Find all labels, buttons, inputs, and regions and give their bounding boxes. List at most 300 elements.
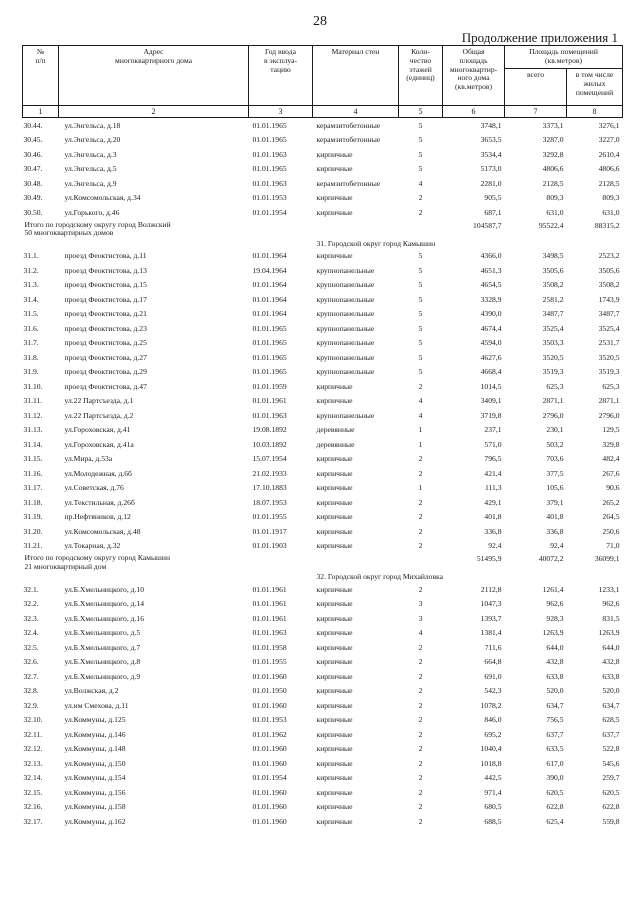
row-total-area: 846,0	[484, 715, 502, 725]
row-address: проезд Феоктистова, д.13	[64, 265, 147, 275]
row-premises-total: 3292,8	[542, 149, 564, 159]
table-row	[23, 669, 623, 684]
row-premises-total: 503,2	[546, 439, 564, 449]
row-premises-total: 756,5	[546, 715, 564, 725]
table-row	[23, 118, 623, 133]
row-address: ул.Энгельса, д.3	[64, 149, 117, 159]
total-row	[23, 553, 623, 571]
row-address: ул.Коммуны, д.150	[64, 758, 126, 768]
row-premises-residential: 2871,1	[598, 396, 620, 406]
table-row	[23, 147, 623, 162]
row-address: ул.Б.Хмельницкого, д.10	[64, 584, 144, 594]
row-material: керамзитобетонные	[316, 178, 381, 188]
row-number: 31.15.	[23, 454, 43, 464]
row-material: кирпичные	[316, 657, 353, 667]
row-premises-total: 230,1	[546, 425, 564, 435]
row-material: крупнопанельные	[316, 352, 375, 362]
table-row	[23, 582, 623, 597]
row-premises-residential: 3505,6	[598, 265, 620, 275]
row-number: 30.50.	[23, 207, 43, 217]
row-address: ул.Энгельса, д.9	[64, 178, 117, 188]
row-year: 01.01.1960	[252, 744, 287, 754]
row-number: 31.4.	[23, 294, 39, 304]
row-address: ул.Текстильная, д.26б	[64, 497, 135, 507]
row-premises-total: 1263,9	[542, 628, 564, 638]
row-total-area: 905,5	[484, 193, 502, 203]
row-premises-residential: 2523,2	[598, 251, 620, 261]
table-row	[23, 727, 623, 742]
table-row	[23, 365, 623, 380]
row-floors: 5	[418, 135, 423, 145]
row-address: ул.Гороховская, д.41а	[64, 439, 134, 449]
table-row	[23, 191, 623, 206]
table-row	[23, 800, 623, 815]
row-premises-total: 633,8	[546, 671, 564, 681]
row-number: 30.49.	[23, 193, 43, 203]
row-premises-total: 928,3	[546, 613, 564, 623]
row-premises-total: 631,0	[546, 207, 564, 217]
row-number: 30.48.	[23, 178, 43, 188]
table-row	[23, 524, 623, 539]
row-year: 01.01.1965	[252, 135, 287, 145]
row-year: 19.04.1964	[252, 265, 287, 275]
row-floors: 2	[418, 744, 423, 754]
row-premises-total: 622,8	[546, 802, 564, 812]
row-material: кирпичные	[316, 396, 353, 406]
row-total-area: 4654,5	[480, 280, 502, 290]
row-number: 31.14.	[23, 439, 43, 449]
total-value: 36099,1	[594, 554, 620, 563]
row-total-area: 442,5	[484, 773, 502, 783]
row-material: кирпичные	[316, 729, 353, 739]
row-floors: 2	[418, 816, 423, 826]
row-premises-residential: 625,3	[602, 381, 620, 391]
row-premises-total: 3287,0	[542, 135, 564, 145]
row-number: 31.7.	[23, 338, 39, 348]
row-total-area: 421,4	[484, 468, 502, 478]
row-floors: 2	[418, 729, 423, 739]
row-year: 19.08.1892	[252, 425, 287, 435]
row-floors: 2	[418, 468, 423, 478]
row-material: кирпичные	[316, 787, 353, 797]
row-material: кирпичные	[316, 526, 353, 536]
row-address: проезд Феоктистова, д.47	[64, 381, 147, 391]
row-material: кирпичные	[316, 715, 353, 725]
table-row	[23, 278, 623, 293]
row-material: крупнопанельные	[316, 410, 375, 420]
row-premises-residential: 482,4	[602, 454, 620, 464]
row-material: керамзитобетонные	[316, 120, 381, 130]
row-premises-total: 3373,1	[542, 120, 564, 130]
row-number: 32.6.	[23, 657, 39, 667]
row-total-area: 401,8	[484, 512, 502, 522]
row-material: кирпичные	[316, 628, 353, 638]
table-row	[23, 162, 623, 177]
row-floors: 2	[418, 686, 423, 696]
row-year: 01.01.1903	[252, 541, 287, 551]
table-row	[23, 611, 623, 626]
row-material: кирпичные	[316, 686, 353, 696]
row-number: 31.19.	[23, 512, 43, 522]
row-number: 32.8.	[23, 686, 39, 696]
row-year: 01.01.1960	[252, 700, 287, 710]
row-floors: 2	[418, 642, 423, 652]
row-address: проезд Феоктистова, д.15	[64, 280, 147, 290]
row-premises-residential: 634,7	[602, 700, 620, 710]
row-material: крупнопанельные	[316, 323, 375, 333]
row-address: ул.Коммуны, д.154	[64, 773, 126, 783]
row-total-area: 3534,4	[480, 149, 502, 159]
row-address: ул.22 Партсъезда, д.1	[64, 396, 134, 406]
row-premises-residential: 520,0	[602, 686, 620, 696]
row-floors: 2	[418, 512, 423, 522]
row-premises-residential: 559,8	[602, 816, 620, 826]
row-material: кирпичные	[316, 497, 353, 507]
row-total-area: 1018,8	[480, 758, 502, 768]
row-material: кирпичные	[316, 613, 353, 623]
table-row	[23, 814, 623, 829]
section-title: 31. Городской округ город Камышин	[316, 238, 436, 248]
row-premises-total: 617,0	[546, 758, 564, 768]
row-number: 31.8.	[23, 352, 39, 362]
table-row	[23, 336, 623, 351]
row-number: 32.1.	[23, 584, 39, 594]
row-material: кирпичные	[316, 207, 353, 217]
row-material: кирпичные	[316, 512, 353, 522]
row-floors: 4	[418, 410, 423, 420]
row-premises-total: 377,5	[546, 468, 564, 478]
row-premises-residential: 3487,7	[598, 309, 620, 319]
table-row	[23, 698, 623, 713]
row-premises-residential: 4806,6	[598, 164, 620, 174]
header-address: Адрес многоквартирного дома	[59, 46, 249, 106]
row-premises-total: 520,0	[546, 686, 564, 696]
row-premises-total: 401,8	[546, 512, 564, 522]
row-address: ул.Молодежная, д.6б	[64, 468, 132, 478]
row-floors: 5	[418, 120, 423, 130]
row-number: 32.4.	[23, 628, 39, 638]
row-year: 01.01.1963	[252, 149, 287, 159]
row-premises-total: 3508,2	[542, 280, 564, 290]
row-premises-residential: 1233,1	[598, 584, 620, 594]
row-premises-total: 390,0	[546, 773, 564, 783]
row-floors: 2	[418, 497, 423, 507]
section-spacer	[23, 571, 313, 582]
row-floors: 2	[418, 454, 423, 464]
table-row	[23, 771, 623, 786]
row-total-area: 571,0	[484, 439, 502, 449]
row-year: 01.01.1960	[252, 816, 287, 826]
row-total-area: 2112,8	[480, 584, 502, 594]
row-number: 31.16.	[23, 468, 43, 478]
row-material: кирпичные	[316, 454, 353, 464]
row-floors: 5	[418, 338, 423, 348]
row-year: 01.01.1965	[252, 352, 287, 362]
row-address: ул.Волжская, д.2	[64, 686, 119, 696]
row-premises-total: 105,6	[546, 483, 564, 493]
row-premises-total: 637,7	[546, 729, 564, 739]
row-premises-residential: 1263,9	[598, 628, 620, 638]
table-row	[23, 437, 623, 452]
table-row	[23, 640, 623, 655]
row-premises-total: 3503,3	[542, 338, 564, 348]
row-number: 31.20.	[23, 526, 43, 536]
row-year: 21.02.1933	[252, 468, 287, 478]
row-address: ул.Энгельса, д.20	[64, 135, 121, 145]
row-premises-total: 1261,4	[542, 584, 564, 594]
row-premises-total: 620,5	[546, 787, 564, 797]
row-total-area: 691,0	[484, 671, 502, 681]
row-material: кирпичные	[316, 149, 353, 159]
row-material: кирпичные	[316, 671, 353, 681]
row-number: 32.16.	[23, 802, 43, 812]
row-floors: 3	[418, 613, 423, 623]
row-number: 31.21.	[23, 541, 43, 551]
row-premises-residential: 1743,9	[598, 294, 620, 304]
row-address: ул.Гороховская, д.41	[64, 425, 131, 435]
row-material: крупнопанельные	[316, 367, 375, 377]
row-address: ул.Б.Хмельницкого, д.5	[64, 628, 141, 638]
table-row	[23, 495, 623, 510]
row-number: 31.12.	[23, 410, 43, 420]
row-number: 31.3.	[23, 280, 39, 290]
row-material: деревянные	[316, 425, 355, 435]
row-premises-residential: 264,5	[602, 512, 620, 522]
row-number: 32.12.	[23, 744, 43, 754]
row-address: проезд Феоктистова, д.29	[64, 367, 147, 377]
row-material: керамзитобетонные	[316, 135, 381, 145]
row-total-area: 1040,4	[480, 744, 502, 754]
row-premises-residential: 2128,5	[598, 178, 620, 188]
column-number: 8	[567, 106, 623, 118]
row-premises-total: 3487,7	[542, 309, 564, 319]
row-premises-total: 432,8	[546, 657, 564, 667]
row-number: 31.6.	[23, 323, 39, 333]
row-total-area: 429,1	[484, 497, 502, 507]
row-premises-total: 92,4	[550, 541, 564, 551]
row-material: кирпичные	[316, 251, 353, 261]
header-total-area: Общая площадь многоквартир- ного дома (кв.метров)	[443, 46, 505, 106]
row-premises-residential: 2796,0	[598, 410, 620, 420]
table-row	[23, 321, 623, 336]
row-floors: 4	[418, 178, 423, 188]
table-row	[23, 394, 623, 409]
row-address: ул.Энгельса, д.5	[64, 164, 117, 174]
row-premises-residential: 3525,4	[598, 323, 620, 333]
table-row	[23, 263, 623, 278]
row-number: 32.9.	[23, 700, 39, 710]
row-number: 30.45.	[23, 135, 43, 145]
row-material: кирпичные	[316, 802, 353, 812]
row-premises-total: 2871,1	[542, 396, 564, 406]
total-value: 88315,2	[594, 220, 620, 230]
row-number: 32.13.	[23, 758, 43, 768]
row-number: 32.2.	[23, 599, 39, 609]
row-material: кирпичные	[316, 816, 353, 826]
table-row	[23, 756, 623, 771]
row-premises-total: 633,5	[546, 744, 564, 754]
row-total-area: 1381,4	[480, 628, 502, 638]
row-number: 31.11.	[23, 396, 43, 406]
row-premises-total: 644,0	[546, 642, 564, 652]
row-year: 01.01.1960	[252, 802, 287, 812]
column-number: 1	[23, 106, 59, 118]
row-total-area: 3328,9	[480, 294, 502, 304]
row-year: 01.01.1955	[252, 512, 287, 522]
row-premises-total: 2581,2	[542, 294, 564, 304]
row-premises-residential: 3227,0	[598, 135, 620, 145]
table-row	[23, 785, 623, 800]
row-year: 01.01.1961	[252, 584, 287, 594]
row-total-area: 237,1	[484, 425, 502, 435]
row-material: кирпичные	[316, 599, 353, 609]
table-header	[23, 46, 623, 118]
row-floors: 5	[418, 294, 423, 304]
row-total-area: 3653,5	[480, 135, 502, 145]
total-value: 95522,4	[538, 220, 564, 230]
row-premises-residential: 633,8	[602, 671, 620, 681]
row-total-area: 4390,0	[480, 309, 502, 319]
row-premises-residential: 3520,5	[598, 352, 620, 362]
row-floors: 2	[418, 758, 423, 768]
row-material: кирпичные	[316, 381, 353, 391]
row-year: 15.07.1954	[252, 454, 287, 464]
row-number: 32.7.	[23, 671, 39, 681]
row-address: пр.Нефтяников, д.12	[64, 512, 131, 522]
header-wall-material: Материал стен	[313, 46, 399, 106]
row-premises-total: 2796,0	[542, 410, 564, 420]
row-year: 01.01.1965	[252, 323, 287, 333]
row-total-area: 4366,0	[480, 251, 502, 261]
row-premises-total: 3520,5	[542, 352, 564, 362]
row-premises-residential: 71,0	[606, 541, 620, 551]
row-floors: 5	[418, 280, 423, 290]
row-premises-residential: 809,3	[602, 193, 620, 203]
header-premises-residential: в том числе жилых помещений	[567, 69, 623, 106]
row-material: крупнопанельные	[316, 265, 375, 275]
total-label: Итого по городскому округу город Волжский 50 многоквартирных домов	[24, 219, 171, 237]
row-material: кирпичные	[316, 773, 353, 783]
row-material: кирпичные	[316, 700, 353, 710]
row-year: 18.07.1953	[252, 497, 287, 507]
row-year: 01.01.1953	[252, 715, 287, 725]
row-floors: 2	[418, 657, 423, 667]
table-row	[23, 379, 623, 394]
row-year: 01.01.1964	[252, 251, 287, 261]
row-material: крупнопанельные	[316, 294, 375, 304]
row-year: 01.01.1962	[252, 729, 287, 739]
row-total-area: 336,8	[484, 526, 502, 536]
row-year: 01.01.1964	[252, 280, 287, 290]
row-floors: 1	[418, 483, 423, 493]
row-year: 01.01.1961	[252, 599, 287, 609]
row-floors: 2	[418, 773, 423, 783]
row-premises-residential: 267,6	[602, 468, 620, 478]
row-total-area: 1078,2	[480, 700, 502, 710]
row-material: крупнопанельные	[316, 309, 375, 319]
row-address: проезд Феоктистова, д.25	[64, 338, 147, 348]
table-row	[23, 205, 623, 220]
table-row	[23, 655, 623, 670]
row-premises-total: 3505,6	[542, 265, 564, 275]
row-number: 31.17.	[23, 483, 43, 493]
column-number: 4	[313, 106, 399, 118]
row-number: 31.9.	[23, 367, 39, 377]
table-row	[23, 452, 623, 467]
row-premises-residential: 631,0	[602, 207, 620, 217]
table-row	[23, 713, 623, 728]
row-floors: 3	[418, 599, 423, 609]
row-address: ул.Комсомольская, д.34	[64, 193, 141, 203]
table-row	[23, 626, 623, 641]
row-year: 01.01.1950	[252, 686, 287, 696]
row-premises-total: 625,4	[546, 816, 564, 826]
row-floors: 2	[418, 193, 423, 203]
page-number: 28	[313, 14, 327, 29]
row-material: кирпичные	[316, 584, 353, 594]
row-floors: 5	[418, 265, 423, 275]
row-total-area: 4668,4	[480, 367, 502, 377]
table-row	[23, 466, 623, 481]
table-body	[23, 118, 623, 829]
row-year: 01.01.1960	[252, 787, 287, 797]
row-address: ул.Коммуны, д.125	[64, 715, 126, 725]
row-total-area: 542,3	[484, 686, 502, 696]
row-address: ул.22 Партсъезда, д.2	[64, 410, 134, 420]
row-premises-total: 3519,3	[542, 367, 564, 377]
row-total-area: 92,4	[488, 541, 502, 551]
row-address: ул.Коммуны, д.162	[64, 816, 126, 826]
table-row	[23, 539, 623, 554]
row-total-area: 1393,7	[480, 613, 502, 623]
row-total-area: 711,6	[484, 642, 502, 652]
header-premises-area: Площадь помещений (кв.метров)	[505, 46, 623, 69]
row-premises-total: 4806,6	[542, 164, 564, 174]
row-floors: 1	[418, 425, 423, 435]
row-floors: 5	[418, 323, 423, 333]
row-number: 30.44.	[23, 120, 43, 130]
row-year: 01.01.1963	[252, 410, 287, 420]
row-floors: 2	[418, 700, 423, 710]
total-row	[23, 220, 623, 238]
row-premises-residential: 2610,4	[598, 149, 620, 159]
column-number: 7	[505, 106, 567, 118]
row-floors: 2	[418, 584, 423, 594]
header-floors: Коли- чество этажей (единиц)	[399, 46, 443, 106]
table-row	[23, 481, 623, 496]
table-row	[23, 742, 623, 757]
row-address: ул.Б.Хмельницкого, д.7	[64, 642, 141, 652]
table-row	[23, 292, 623, 307]
row-material: кирпичные	[316, 744, 353, 754]
row-total-area: 680,5	[484, 802, 502, 812]
row-number: 31.1.	[23, 251, 39, 261]
row-year: 01.01.1965	[252, 338, 287, 348]
row-premises-total: 3498,5	[542, 251, 564, 261]
row-floors: 2	[418, 671, 423, 681]
table-row	[23, 249, 623, 264]
row-premises-residential: 265,2	[602, 497, 620, 507]
column-number: 6	[443, 106, 505, 118]
row-total-area: 3748,1	[480, 120, 502, 130]
row-total-area: 4594,0	[480, 338, 502, 348]
row-total-area: 4651,3	[480, 265, 502, 275]
row-number: 32.5.	[23, 642, 39, 652]
row-address: ул.Б.Хмельницкого, д.16	[64, 613, 144, 623]
row-premises-residential: 3276,1	[598, 120, 620, 130]
row-address: проезд Феоктистова, д.11	[64, 251, 147, 261]
row-floors: 2	[418, 715, 423, 725]
